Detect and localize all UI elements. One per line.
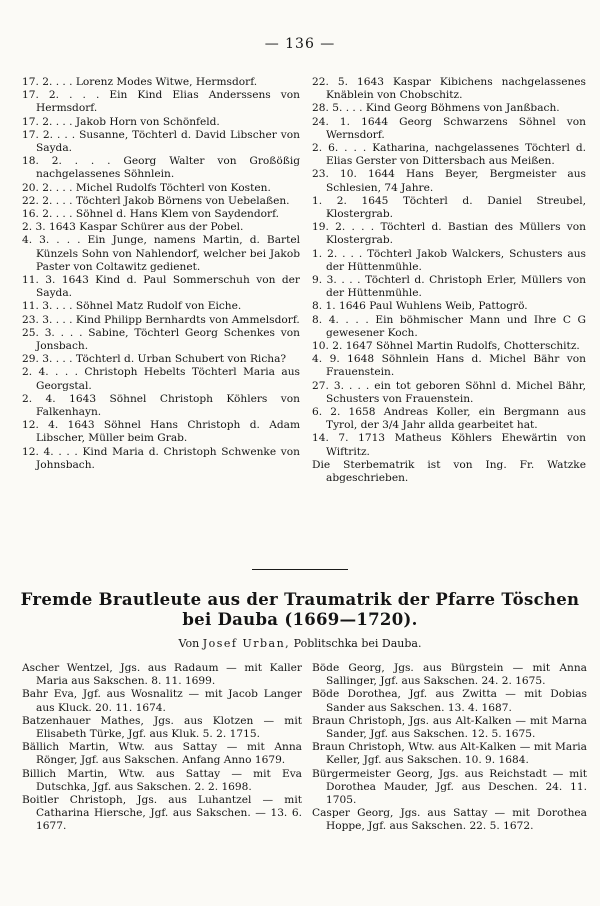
list-item: Billich Martin, Wtw. aus Sattay — mit Eva Dutschka, Jgf. aus Sakschen. 2. 2. 1698. (22, 767, 302, 793)
list-item: 1. 2. . . . Töchterl Jakob Walckers, Schusters aus der Hüttenmühle. (312, 247, 586, 273)
list-item: 27. 3. . . . ein tot geboren Söhnl d. Michel Bähr, Schusters von Frauenstein. (312, 379, 586, 405)
list-item: 17. 2. . . . Susanne, Töchterl d. David Libscher von Sayda. (22, 128, 300, 155)
list-item: Ascher Wentzel, Jgs. aus Radaum — mit Kaller Maria aus Sakschen. 8. 11. 1699. (22, 662, 302, 688)
marriage-register-left-column (22, 662, 302, 834)
list-item: 9. 3. . . . Töchterl d. Christoph Erler, Müllers von der Hüttenmühle. (312, 274, 586, 300)
article-title: Fremde Brautleute aus der Traumatrik der Pfarre Töschen bei Dauba (1669—1720). (20, 590, 580, 629)
list-item: 11. 3. 1643 Kind d. Paul Sommerschuh von der Sayda. (22, 274, 300, 300)
list-item: 2. 4. . . . Christoph Hebelts Töchterl Maria aus Georgstal. (22, 366, 300, 392)
list-item: Böde Dorothea, Jgf. aus Zwitta — mit Dobias Sander aus Sakschen. 13. 4. 1687. (312, 688, 587, 714)
list-item: 8. 4. . . . Ein böhmischer Mann und Ihre C G gewesener Koch. (312, 313, 586, 339)
list-item: 12. 4. 1643 Söhnel Hans Christoph d. Adam Libscher, Müller beim Grab. (22, 419, 300, 445)
list-item: Bällich Martin, Wtw. aus Sattay — mit Anna Rönger, Jgf. aus Sakschen. Anfang Anno 1679. (22, 741, 302, 767)
list-item: 12. 4. . . . Kind Maria d. Christoph Schwenke von Johnsbach. (22, 445, 300, 471)
list-item: 10. 2. 1647 Söhnel Martin Rudolfs, Chotterschitz. (312, 340, 580, 353)
list-item: 6. 2. 1658 Andreas Koller, ein Bergmann aus Tyrol, der 3/4 Jahr allda gearbeitet hat. (312, 406, 586, 432)
list-item: 2. 6. . . . Katharina, nachgelassenes Töchterl d. Elias Gerster von Dittersbach aus Meißen. (312, 142, 586, 168)
list-item: Bürgermeister Georg, Jgs. aus Reichstadt — mit Dorothea Mauder, Jgf. aus Deschen. 24. 11. 1705. (312, 767, 587, 807)
list-item: Bahr Eva, Jgf. aus Wosnalitz — mit Jacob Langer aus Kluck. 20. 11. 1674. (22, 688, 302, 714)
list-item: 19. 2. . . . Töchterl d. Bastian des Müllers von Klostergrab. (312, 221, 586, 247)
list-item: 17. 2. . . . Lorenz Modes Witwe, Hermsdorf. (22, 76, 258, 88)
list-item: 23. 10. 1644 Hans Beyer, Bergmeister aus Schlesien, 74 Jahre. (312, 168, 586, 194)
list-item: 4. 9. 1648 Söhnlein Hans d. Michel Bähr von Frauenstein. (312, 353, 586, 379)
list-item: 8. 1. 1646 Paul Wuhlens Weib, Pattogrö. (312, 300, 528, 313)
list-item: 22. 2. . . . Töchterl Jakob Börnens von Uebelaßen. (22, 194, 290, 207)
list-item: 11. 3. . . . Söhnel Matz Rudolf von Eiche. (22, 300, 242, 313)
list-item: 29. 3. . . . Töchterl d. Urban Schubert von Richa? (22, 353, 287, 366)
list-item: 2. 3. 1643 Kaspar Schürer aus der Pobel. (22, 221, 244, 234)
list-item: Braun Christoph, Jgs. aus Alt-Kalken — mit Marna Sander, Jgf. aus Sakschen. 12. 5. 1675. (312, 714, 587, 741)
list-item: 24. 1. 1644 Georg Schwarzens Söhnel von Wernsdorf. (312, 115, 586, 141)
list-item: Die Sterbematrik ist von Ing. Fr. Watzke abgeschrieben. (312, 458, 586, 485)
list-item: 16. 2. . . . Söhnel d. Hans Klem von Saydendorf. (22, 208, 280, 221)
list-item: 25. 3. . . . Sabine, Töchterl Georg Schenkes von Jonsbach. (22, 326, 300, 353)
list-item: 20. 2. . . . Michel Rudolfs Töchterl von Kosten. (22, 181, 271, 194)
list-item: Braun Christoph, Wtw. aus Alt-Kalken — mit Maria Keller, Jgf. aus Sakschen. 10. 9. 1684. (312, 741, 587, 767)
marriage-register-right-column (312, 662, 587, 834)
byline-prefix: Von (178, 637, 200, 650)
death-register-left-column (22, 76, 300, 472)
list-item: 23. 3. . . . Kind Philipp Bernhardts von Ammelsdorf. (22, 313, 300, 326)
list-item: 18. 2. . . . Georg Walter von Großößig nachgelassenes Söhnlein. (22, 155, 300, 181)
list-item: Casper Georg, Jgs. aus Sattay — mit Dorothea Hoppe, Jgf. aus Sakschen. 22. 5. 1672. (312, 807, 587, 833)
article-byline (0, 637, 600, 650)
list-item: 28. 5. . . . Kind Georg Böhmens von Janßbach. (312, 102, 560, 115)
list-item: Batzenhauer Mathes, Jgs. aus Klotzen — mit Elisabeth Türke, Jgf. aus Kluk. 5. 2. 1715. (22, 714, 302, 741)
page-number: — 136 — (264, 36, 336, 52)
list-item: 17. 2. . . . Jakob Horn von Schönfeld. (22, 115, 220, 128)
author-name: Josef Urban, (202, 637, 291, 650)
list-item: 2. 4. 1643 Söhnel Christoph Köhlers von Falkenhayn. (22, 392, 300, 419)
list-item: 1. 2. 1645 Töchterl d. Daniel Streubel, Klostergrab. (312, 194, 586, 221)
list-item: 22. 5. 1643 Kaspar Kibichens nachgelassenes Knäblein von Chobschitz. (312, 76, 586, 102)
author-place: Poblitschka bei Dauba. (293, 637, 422, 650)
list-item: 4. 3. . . . Ein Junge, namens Martin, d. Bartel Künzels Sohn von Nahlendorf, welcher bei Jakob Paster von Coltawitz gedienet. (22, 234, 300, 273)
section-divider (252, 569, 348, 570)
list-item: 14. 7. 1713 Matheus Köhlers Ehewärtin von Wiftritz. (312, 432, 586, 458)
list-item: Böde Georg, Jgs. aus Bürgstein — mit Anna Sallinger, Jgf. aus Sakschen. 24. 2. 1675. (312, 662, 587, 688)
death-register-right-column (312, 76, 586, 485)
list-item: 17. 2. . . . Ein Kind Elias Anderssens von Hermsdorf. (22, 89, 300, 115)
list-item: Boitler Christoph, Jgs. aus Luhantzel — mit Catharina Hiersche, Jgf. aus Sakschen. — 13. 6. 1677. (22, 794, 302, 833)
